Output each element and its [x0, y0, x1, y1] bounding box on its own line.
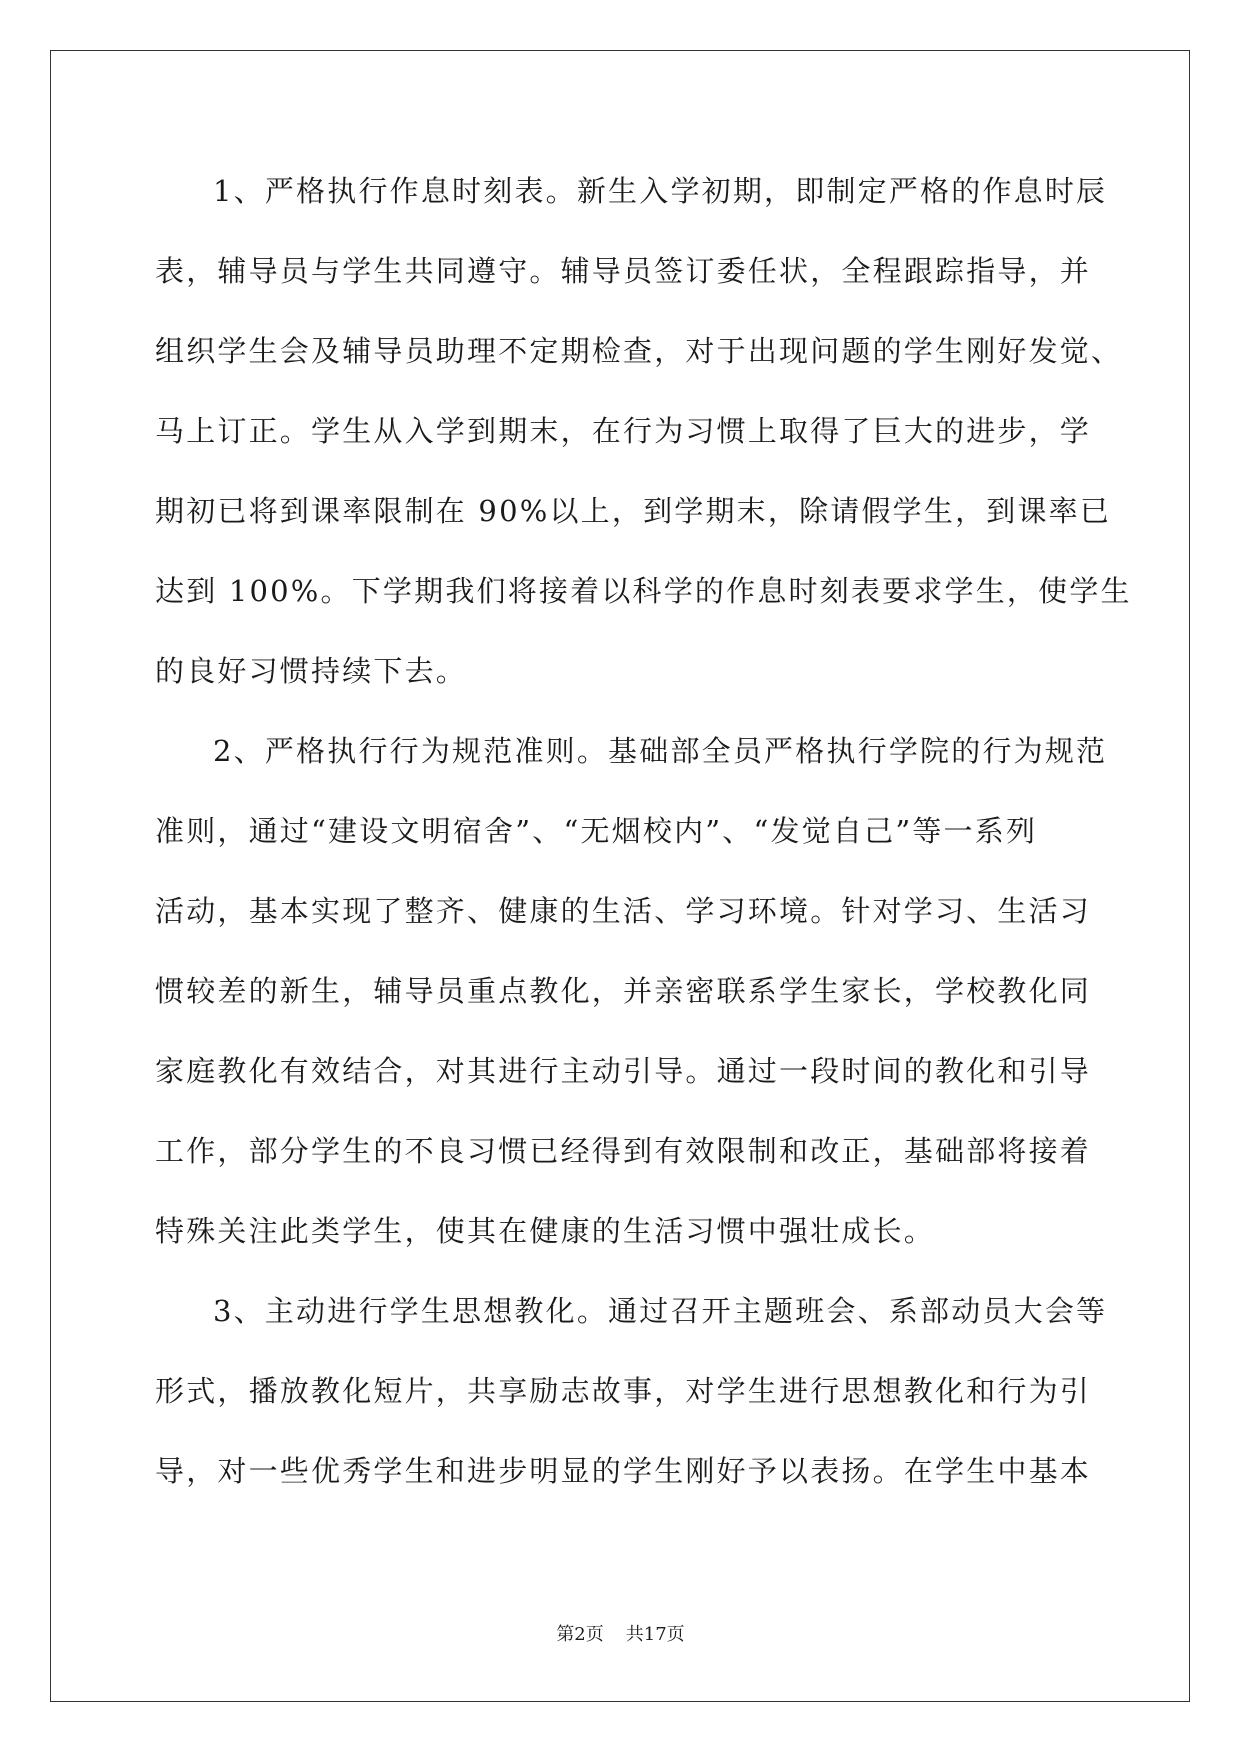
text-line: 1、严格执行作息时刻表。新生入学初期，即制定严格的作息时辰: [213, 174, 1108, 208]
text-line: 工作，部分学生的不良习惯已经得到有效限制和改正，基础部将接着: [155, 1134, 1092, 1168]
document-body: [155, 165, 1132, 1525]
page-total: 共17页: [625, 1624, 685, 1645]
page-footer: [0, 1620, 1241, 1646]
text-line: 的良好习惯持续下去。: [155, 654, 468, 688]
text-line: 惯较差的新生，辅导员重点教化，并亲密联系学生家长，学校教化同: [155, 974, 1092, 1008]
text-line: 活动，基本实现了整齐、健康的生活、学习环境。针对学习、生活习: [155, 894, 1092, 928]
text-line: 期初已将到课率限制在 90%以上，到学期末，除请假学生，到课率已: [155, 494, 1112, 528]
text-line: 表，辅导员与学生共同遵守。辅导员签订委任状，全程跟踪指导，并: [155, 254, 1092, 288]
text-line: 2、严格执行行为规范准则。基础部全员严格执行学院的行为规范: [213, 734, 1108, 768]
page-number: 第2页: [556, 1624, 604, 1645]
text-line: 导，对一些优秀学生和进步明显的学生刚好予以表扬。在学生中基本: [155, 1454, 1092, 1488]
text-line: 形式，播放教化短片，共享励志故事，对学生进行思想教化和行为引: [155, 1374, 1092, 1408]
text-line: 达到 100%。下学期我们将接着以科学的作息时刻表要求学生，使学生: [155, 574, 1132, 608]
text-line: 组织学生会及辅导员助理不定期检查，对于出现问题的学生刚好发觉、: [155, 334, 1123, 368]
text-line: 特殊关注此类学生，使其在健康的生活习惯中强壮成长。: [155, 1214, 936, 1248]
text-line: 3、主动进行学生思想教化。通过召开主题班会、系部动员大会等: [213, 1294, 1108, 1328]
text-line: 准则，通过“建设文明宿舍”、“无烟校内”、“发觉自己”等一系列: [155, 814, 1038, 848]
text-line: 马上订正。学生从入学到期末，在行为习惯上取得了巨大的进步，学: [155, 414, 1092, 448]
text-line: 家庭教化有效结合，对其进行主动引导。通过一段时间的教化和引导: [155, 1054, 1092, 1088]
